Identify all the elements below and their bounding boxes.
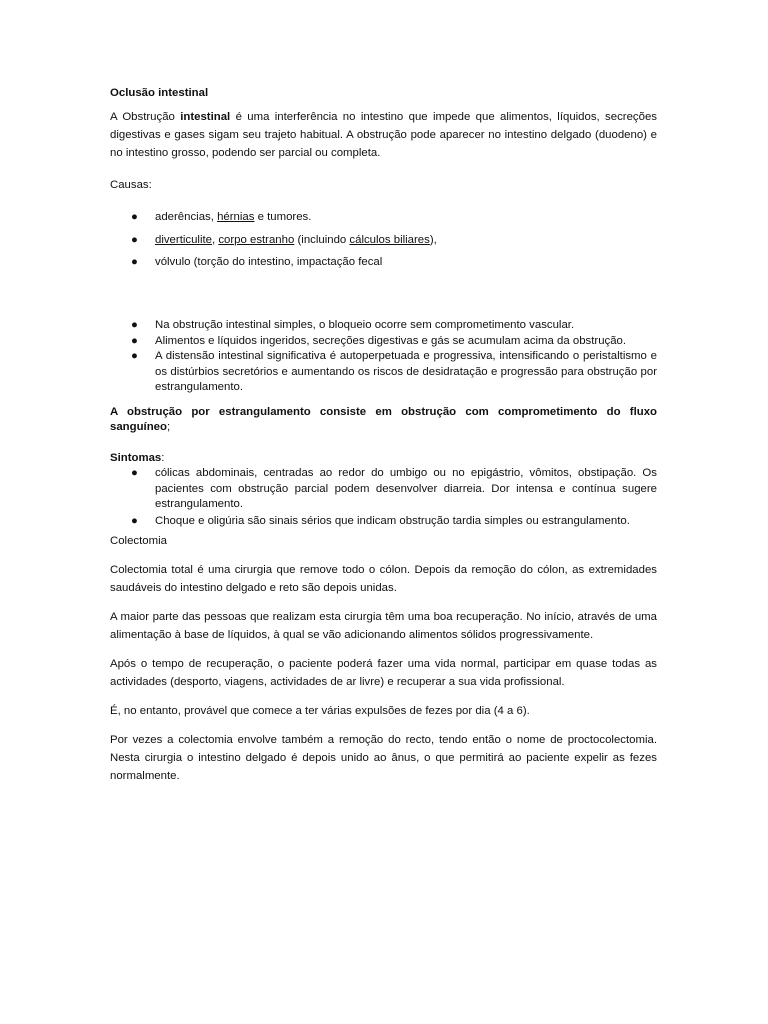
symptom-text: cólicas abdominais, centradas ao redor do umbigo ou no epigástrio, vômitos, obstipação. Os pacientes com obstrução parcial podem desenvolver diarreia. Dor intensa e contínua sugere estrangulamento. — [155, 467, 657, 510]
bullet-icon: ● — [131, 514, 138, 527]
cause-text: , — [211, 233, 219, 246]
document-body — [110, 84, 657, 785]
colectomy-paragraph: É, no entanto, provável que comece a ter várias expulsões de fezes por dia (4 a 6). — [110, 705, 530, 717]
colectomy-paragraph: Após o tempo de recuperação, o paciente poderá fazer uma vida normal, participar em quase todas as actividades (desporto, viagens, actividades de ar livre) e recuperar a sua vida profissional. — [110, 658, 657, 688]
list-item — [110, 253, 657, 271]
calculos-biliares-link[interactable]: cálculos biliares — [349, 233, 430, 246]
corpo-estranho-link[interactable]: corpo estranho — [218, 233, 295, 246]
strangulation-paragraph — [110, 405, 657, 436]
mechanism-list — [110, 318, 657, 396]
bullet-icon: ● — [131, 350, 138, 362]
list-item — [110, 514, 657, 530]
intro-bold-term: intestinal — [180, 111, 231, 123]
list-item — [110, 231, 657, 249]
cause-text: ), — [429, 233, 437, 246]
colectomy-heading: Colectomia — [110, 535, 167, 547]
list-item — [110, 208, 657, 226]
mechanism-text: Alimentos e líquidos ingeridos, secreções digestivas e gás se acumulam acima da obstrução. — [155, 334, 627, 347]
symptoms-heading — [110, 451, 657, 467]
bullet-icon: ● — [131, 467, 138, 479]
symptoms-list — [110, 466, 657, 529]
bullet-icon: ● — [131, 334, 138, 347]
bullet-icon: ● — [131, 233, 138, 246]
causes-label: Causas — [110, 179, 149, 191]
causes-colon: : — [148, 179, 152, 191]
hernias-link[interactable]: hérnias — [217, 211, 255, 223]
cause-text: aderências, — [155, 211, 218, 223]
list-item — [110, 349, 657, 396]
list-item — [110, 318, 657, 334]
causes-list — [110, 208, 657, 271]
cause-text: e tumores. — [254, 211, 312, 223]
colectomy-paragraph: Por vezes a colectomia envolve também a remoção do recto, tendo então o nome de proctocolectomia. Nesta cirurgia o intestino delgado é depois unido ao ânus, o que permitirá ao paciente expelir as fezes normalmente. — [110, 734, 657, 782]
symptoms-colon: : — [161, 451, 165, 464]
colectomy-paragraph: A maior parte das pessoas que realizam esta cirurgia têm uma boa recuperação. No início, através de uma alimentação à base de líquidos, à qual se vão adicionando alimentos sólidos progressivamente. — [110, 611, 657, 641]
cause-text: vólvulo (torção do intestino, impactação fecal — [155, 256, 383, 268]
bullet-icon: ● — [131, 256, 138, 268]
intro-text-start: A Obstrução — [110, 111, 181, 123]
page-title: Oclusão intestinal — [110, 87, 209, 99]
intro-paragraph — [110, 108, 657, 162]
bullet-icon: ● — [131, 319, 138, 331]
strangulation-bold-text: A obstrução por estrangulamento consiste em obstrução com comprometimento do fluxo sanguíneo — [110, 405, 657, 433]
diverticulite-link[interactable]: diverticulite — [155, 233, 212, 246]
strangulation-end: ; — [166, 421, 171, 433]
list-item — [110, 334, 657, 350]
mechanism-text: Na obstrução intestinal simples, o bloqueio ocorre sem comprometimento vascular. — [155, 319, 575, 331]
intro-text-end: é uma interferência no intestino que impede que alimentos, líquidos, secreções digestivas e gases sigam seu trajeto habitual. A obstrução pode aparecer no intestino delgado (duodeno) e no intestino grosso, podendo ser parcial ou completa. — [110, 111, 657, 159]
bullet-icon: ● — [131, 211, 138, 223]
causes-heading — [110, 176, 657, 194]
cause-text: (incluindo — [294, 233, 350, 246]
colectomy-paragraph: Colectomia total é uma cirurgia que remove todo o cólon. Depois da remoção do cólon, as extremidades saudáveis do intestino delgado e reto são depois unidas. — [110, 564, 657, 594]
mechanism-text: A distensão intestinal significativa é autoperpetuada e progressiva, intensificando o peristaltismo e os distúrbios secretórios e aumentando os riscos de desidratação e progressão para obstrução por estrangulamento. — [155, 350, 657, 393]
symptoms-label: Sintomas — [110, 451, 162, 464]
symptom-text: Choque e oligúria são sinais sérios que indicam obstrução tardia simples ou estrangulamento. — [155, 514, 630, 527]
list-item — [110, 466, 657, 513]
